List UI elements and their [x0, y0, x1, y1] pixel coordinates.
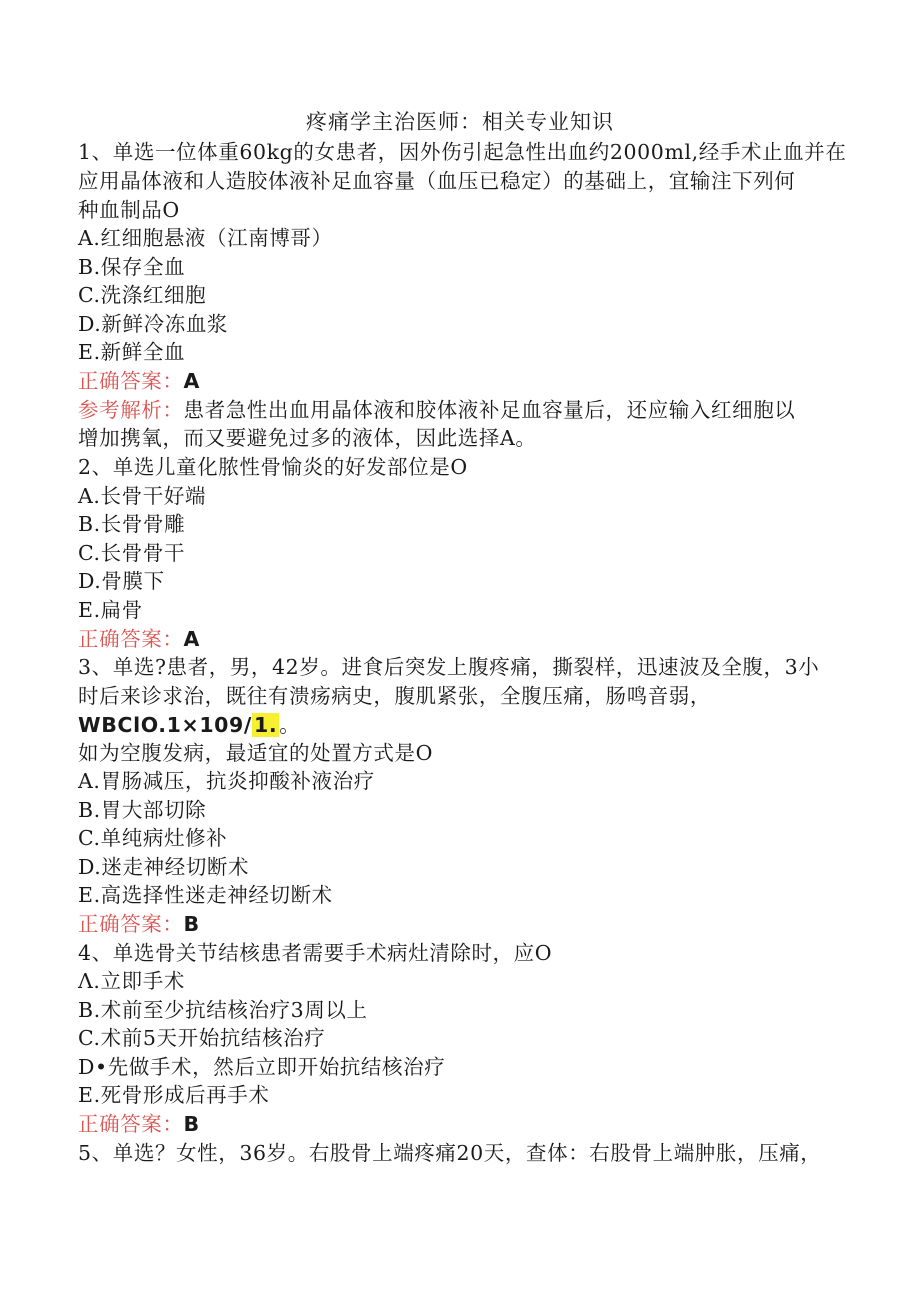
- q1-stem-line-1: 1、单选一位体重60kg的女患者，因外伤引起急性出血约2000ml,经手术止血并在: [78, 140, 847, 164]
- q1-option-a: A.红细胞悬液（江南博哥）: [78, 226, 333, 250]
- q2-option-e: E.扁骨: [78, 598, 143, 622]
- q4-answer-value: B: [183, 1112, 200, 1136]
- q3-answer-value: B: [183, 912, 200, 936]
- q3-answer-line: [78, 910, 848, 938]
- q1-analysis-line-1: [78, 396, 848, 424]
- q3-option-c: C.单纯病灶修补: [78, 826, 228, 850]
- q1-answer-label: 正确答案：: [78, 369, 184, 393]
- q4-option-e: E.死骨形成后再手术: [78, 1083, 270, 1107]
- q4-option-d: D•先做手术，然后立即开始抗结核治疗: [78, 1055, 446, 1079]
- q1-option-c: C.洗涤红细胞: [78, 283, 207, 307]
- q1-analysis-label: 参考解析：: [78, 398, 184, 422]
- q2-option-b: B.长骨骨雕: [78, 512, 186, 536]
- q3-option-e: E.高选择性迷走神经切断术: [78, 883, 333, 907]
- q4-answer-label: 正确答案：: [78, 1112, 184, 1136]
- q1-option-e: E.新鲜全血: [78, 340, 186, 364]
- q1-answer-value: A: [183, 369, 200, 393]
- q2-answer-line: [78, 625, 848, 653]
- q3-option-d: D.迷走神经切断术: [78, 855, 250, 879]
- q2-option-a: A.长骨干好端: [78, 484, 207, 508]
- q4-answer-line: [78, 1110, 848, 1138]
- q1-option-d: D.新鲜冷冻血浆: [78, 312, 229, 336]
- q3-stem-line-2: 时后来诊求治，既往有溃疡病史，腹肌紧张，全腹压痛，肠鸣音弱，: [78, 684, 711, 708]
- q3-highlighted-text: 1.: [254, 713, 278, 737]
- q4-option-a: Λ.立即手术: [78, 969, 185, 993]
- q2-answer-label: 正确答案：: [78, 627, 184, 651]
- q3-answer-label: 正确答案：: [78, 912, 184, 936]
- q5-stem-line-1: 5、单选？女性，36岁。右股骨上端疼痛20天，查体：右股骨上端肿胀，压痛，: [78, 1141, 822, 1165]
- q3-option-b: B.胃大部切除: [78, 798, 207, 822]
- q2-answer-value: A: [183, 627, 200, 651]
- q2-stem: 2、单选儿童化脓性骨愉炎的好发部位是O: [78, 455, 468, 479]
- q4-stem: 4、单选骨关节结核患者需要手术病灶清除时，应O: [78, 941, 553, 965]
- q3-wbc-text: WBClO.1×109/: [78, 713, 252, 737]
- q4-option-b: B.术前至少抗结核治疗3周以上: [78, 998, 368, 1022]
- q1-option-b: B.保存全血: [78, 255, 186, 279]
- q1-stem-line-3: 种血制品O: [78, 198, 180, 222]
- q2-option-c: C.长骨骨干: [78, 541, 186, 565]
- q4-option-c: C.术前5天开始抗结核治疗: [78, 1026, 326, 1050]
- q1-stem-line-2: 应用晶体液和人造胶体液补足血容量（血压已稳定）的基础上，宜输注下列何: [78, 169, 796, 193]
- document-title: 疼痛学主治医师：相关专业知识: [306, 110, 614, 134]
- q1-analysis-line-2: 增加携氧，而又要避免过多的液体，因此选择A。: [78, 426, 537, 450]
- q1-answer-line: [78, 367, 848, 395]
- q3-stem-line-4: 如为空腹发病，最适宜的处置方式是O: [78, 741, 434, 765]
- q3-stem-line-3: [78, 711, 848, 739]
- q3-stem-line-1: 3、单选?患者，男，42岁。进食后突发上腹疼痛，撕裂样，迅速波及全腹，3小: [78, 655, 820, 679]
- q2-option-d: D.骨膜下: [78, 569, 165, 593]
- q1-analysis-text-1: 患者急性出血用晶体液和胶体液补足血容量后，还应输入红细胞以: [183, 398, 796, 422]
- q3-stem-line-3-end: 。: [279, 713, 301, 737]
- q3-option-a: A.胃肠减压，抗炎抑酸补液治疗: [78, 769, 375, 793]
